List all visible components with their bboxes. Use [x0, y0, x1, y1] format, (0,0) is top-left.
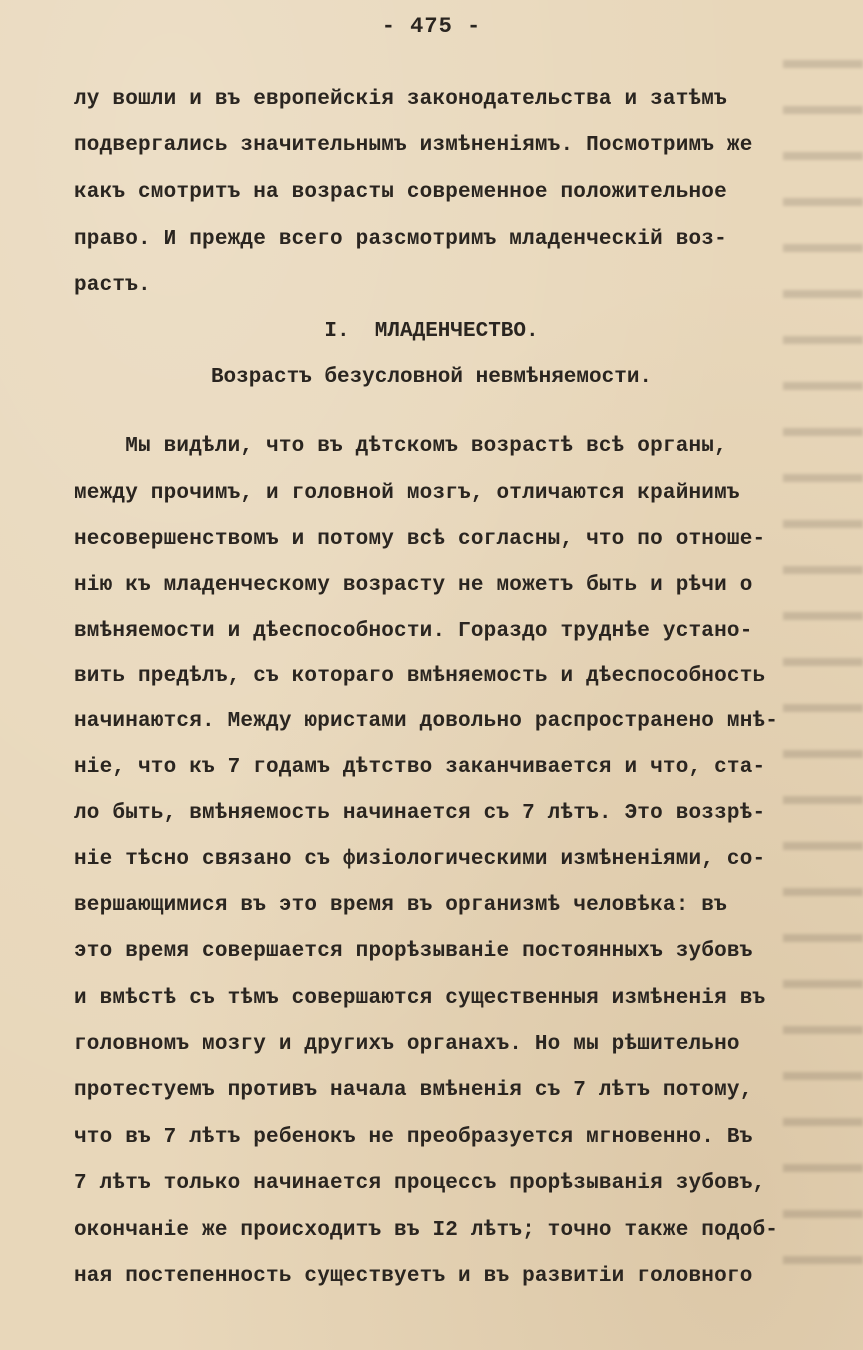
text-line: вершающимися въ это время въ организмѣ человѣка: въ	[74, 894, 727, 917]
text-line: ло быть, вмѣняемость начинается съ 7 лѣтъ. Это воззрѣ-	[74, 802, 766, 825]
text-line: протестуемъ противъ начала вмѣненія съ 7 лѣтъ потому,	[74, 1079, 753, 1102]
text-line: вить предѣлъ, съ котораго вмѣняемость и дѣеспособность	[74, 665, 766, 688]
bleed-through-text	[783, 60, 863, 1300]
text-line: начинаются. Между юристами довольно распространено мнѣ-	[74, 710, 779, 733]
section-subheading: Возрастъ безусловной невмѣняемости.	[210, 366, 653, 389]
text-line: ніе, что къ 7 годамъ дѣтство заканчивается и что, ста-	[74, 756, 766, 779]
text-line: лу вошли и въ европейскія законодательства и затѣмъ	[74, 88, 727, 111]
text-line: это время совершается прорѣзываніе постоянныхъ зубовъ	[74, 940, 753, 963]
text-line: несовершенствомъ и потому всѣ согласны, что по отноше-	[74, 528, 766, 551]
text-line: вмѣняемости и дѣеспособности. Гораздо труднѣе устано-	[74, 620, 753, 643]
text-line: и вмѣстѣ съ тѣмъ совершаются существенныя измѣненія въ	[74, 987, 766, 1010]
section-heading: I. МЛАДЕНЧЕСТВО.	[324, 320, 539, 343]
text-line: подвергались значительнымъ измѣненіямъ. Посмотримъ же	[74, 134, 753, 157]
text-line: растъ.	[74, 274, 151, 297]
text-line: между прочимъ, и головной мозгъ, отличаются крайнимъ	[74, 482, 740, 505]
page-number: - 475 -	[381, 14, 482, 39]
text-line: окончаніе же происходитъ въ I2 лѣтъ; точно также подоб-	[74, 1219, 779, 1242]
text-line: головномъ мозгу и другихъ органахъ. Но мы рѣшительно	[74, 1033, 740, 1056]
text-line: что въ 7 лѣтъ ребенокъ не преобразуется мгновенно. Въ	[74, 1126, 753, 1149]
text-line: какъ смотритъ на возрасты современное положительное	[74, 181, 727, 204]
text-line: Мы видѣли, что въ дѣтскомъ возрастѣ всѣ органы,	[74, 435, 727, 458]
text-line: ная постепенность существуетъ и въ развитіи головного	[74, 1265, 753, 1288]
text-line: 7 лѣтъ только начинается процессъ прорѣзыванія зубовъ,	[74, 1172, 766, 1195]
text-line: ніе тѣсно связано съ физіологическими измѣненіями, со-	[74, 848, 766, 871]
text-line: право. И прежде всего разсмотримъ младенческій воз-	[74, 228, 727, 251]
text-line: нію къ младенческому возрасту не можетъ быть и рѣчи о	[74, 574, 753, 597]
